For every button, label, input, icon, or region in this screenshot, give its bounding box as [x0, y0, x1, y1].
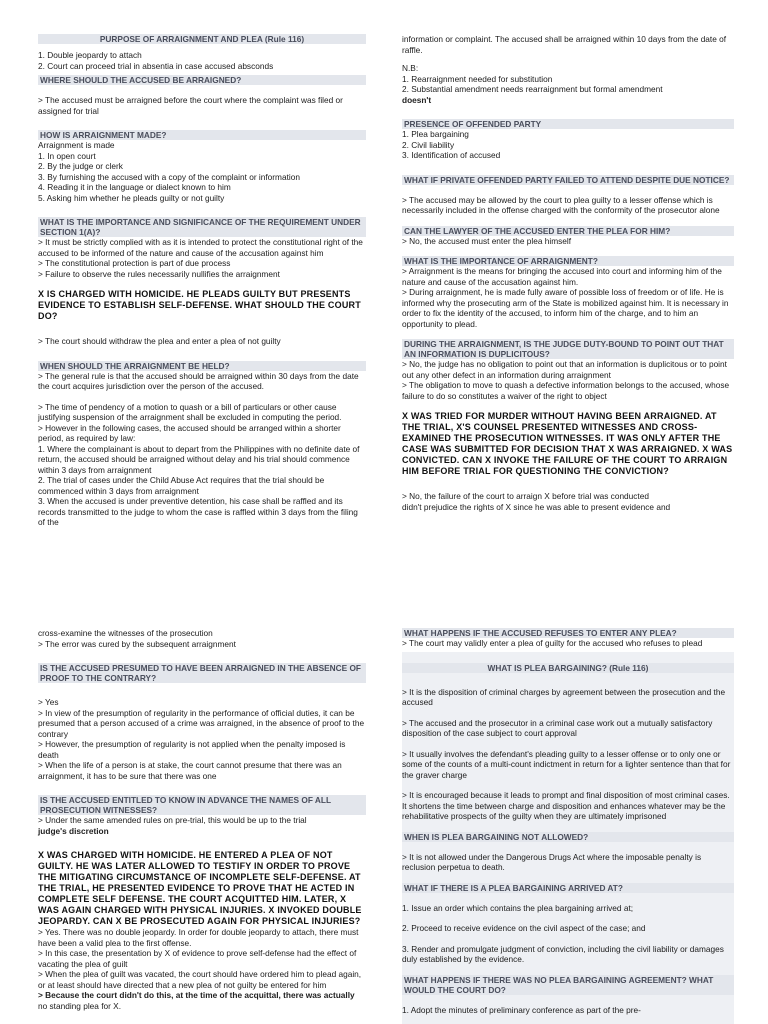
- paragraph: > The accused must be arraigned before the court where the complaint was filed or assigned for trial: [38, 95, 343, 116]
- section-heading: WHERE SHOULD THE ACCUSED BE ARRAIGNED?: [38, 75, 366, 85]
- spacer: [38, 116, 366, 130]
- paragraph: > Yes. There was no double jeopardy. In order for double jeopardy to attach, there must have been a valid plea to the first offense.: [38, 927, 359, 948]
- section-heading: PRESENCE OF OFFENDED PARTY: [402, 119, 734, 129]
- section-heading: PURPOSE OF ARRAIGNMENT AND PLEA (Rule 116): [38, 34, 366, 44]
- paragraph: > No, the judge has no obligation to point out that an information is duplicitous or to point out any other defect in an information during arraignment: [402, 359, 727, 380]
- paragraph: > It is encouraged because it leads to prompt and final disposition of most criminal cases. It shortens the time between charge and disposition and enhances whatever may be the rehabilitative prospects of the guilty when they are ultimately imprisoned: [402, 790, 730, 821]
- spacer: [402, 708, 734, 718]
- spacer: [402, 739, 734, 749]
- paragraph: 1. Double jeopardy to attach: [38, 50, 142, 60]
- spacer: [402, 893, 734, 903]
- page1-left-column: [38, 34, 366, 528]
- paragraph: > However, the presumption of regularity is not applied when the penalty imposed is death: [38, 739, 346, 760]
- page1-right-column: [402, 34, 734, 512]
- spacer: [402, 401, 734, 411]
- paragraph: 1. Rearraignment needed for substitution: [402, 73, 553, 84]
- paragraph: 5. Asking him whether he pleads guilty or not guilty: [38, 192, 225, 203]
- section-heading: HOW IS ARRAIGNMENT MADE?: [38, 130, 366, 140]
- paragraph: > Under the same amended rules on pre-trial, this would be up to the trial: [38, 815, 307, 825]
- spacer: [38, 392, 366, 402]
- spacer: [38, 683, 366, 697]
- paragraph: > Because the court didn't do this, at the time of the acquittal, there was actually: [38, 990, 355, 1000]
- paragraph: > The accused may be allowed by the court to plea guilty to a lesser offense which is necessarily included in the offense charged with the conformity of the prosecutor alone: [402, 194, 720, 215]
- spacer: [402, 965, 734, 975]
- paragraph: doesn't: [402, 94, 432, 105]
- paragraph: 3. When the accused is under preventive detention, his case shall be raffled and its records transmitted to the judge to whom the case is raffled within 3 days from the filing of the: [38, 496, 358, 527]
- paragraph: 2. Court can proceed trial in absentia in case accused absconds: [38, 60, 274, 71]
- spacer: [38, 347, 366, 361]
- spacer: [38, 322, 366, 336]
- section-heading: IS THE ACCUSED ENTITLED TO KNOW IN ADVANCE THE NAMES OF ALL PROSECUTION WITNESSES?: [38, 795, 366, 815]
- spacer: [402, 246, 734, 256]
- spacer: [38, 203, 366, 217]
- spacer: [402, 477, 734, 491]
- page2-right-column: [402, 628, 734, 1015]
- paragraph: > During arraignment, he is made fully aware of possible loss of freedom or of life. He is informed why the prosecuting arm of the State is mobilized against him. It is necessary in order to fix the identity of the accused, to inform him of the charge, and to him an opportunity to plead.: [402, 287, 729, 329]
- section-heading: WHAT IS PLEA BARGAINING? (Rule 116): [402, 663, 734, 673]
- paragraph: > Arraignment is the means for bringing the accused into court and informing him of the nature and cause of the accusation against him.: [402, 266, 722, 287]
- section-heading: X WAS TRIED FOR MURDER WITHOUT HAVING BEEN ARRAIGNED. AT THE TRIAL, X'S COUNSEL PRESENTED WITNESSES AND CROSS-EXAMINED THE PROSECUTION WITNESSES. IT WAS ONLY AFTER THE CASE WAS SUBMITTED FOR DECISION THAT X WAS ARRAIGNED. X WAS CONVICTED. CAN X INVOKE THE FAILURE OF THE COURT TO ARRAIGN HIM BEFORE TRIAL FOR QUESTIONING THE CONVICTION?: [402, 411, 733, 476]
- spacer: [402, 161, 734, 175]
- section-heading: X WAS CHARGED WITH HOMICIDE. HE ENTERED A PLEA OF NOT GUILTY. HE WAS LATER ALLOWED TO TESTIFY IN ORDER TO PROVE THE MITIGATING CIRCUMSTANCE OF INCOMPLETE SELF-DEFENSE. AT THE TRIAL, HE PRESENTED EVIDENCE TO PROVE THAT HE ACTED IN COMPLETE SELF DEFENSE. THE COURT ACQUITTED HIM. LATER, X WAS AGAIN CHARGED WITH PHYSICAL INJURIES. X INVOKED DOUBLE JEOPARDY. CAN X BE PROSECUTED AGAIN FOR PHYSICAL INJURIES?: [38, 850, 362, 926]
- paragraph: information or complaint. The accused shall be arraigned within 10 days from the date of raffle.: [402, 34, 727, 55]
- paragraph: > The error was cured by the subsequent arraignment: [38, 638, 236, 649]
- paragraph: 3. Render and promulgate judgment of conviction, including the civil liability or damages duly established by the evidence.: [402, 943, 724, 964]
- paragraph: 1. Adopt the minutes of preliminary conference as part of the pre-: [402, 1004, 641, 1015]
- paragraph: > It is not allowed under the Dangerous Drugs Act where the imposable penalty is reclusion perpetua to death.: [402, 851, 702, 872]
- section-heading: CAN THE LAWYER OF THE ACCUSED ENTER THE PLEA FOR HIM?: [402, 226, 734, 236]
- spacer: [402, 105, 734, 119]
- paragraph: 2. Substantial amendment needs rearraignment but formal amendment: [402, 84, 663, 94]
- section-heading: WHAT IS THE IMPORTANCE AND SIGNIFICANCE OF THE REQUIREMENT UNDER SECTION 1(A)?: [38, 217, 366, 237]
- spacer: [402, 185, 734, 195]
- paragraph: > No, the accused must enter the plea himself: [402, 235, 572, 246]
- page2-left-column: [38, 628, 366, 1011]
- paragraph: 3. By furnishing the accused with a copy of the complaint or information: [38, 171, 300, 182]
- paragraph: > Yes: [38, 697, 59, 707]
- section-heading: WHAT IS THE IMPORTANCE OF ARRAIGNMENT?: [402, 256, 734, 266]
- section-heading: WHAT HAPPENS IF THERE WAS NO PLEA BARGAINING AGREEMENT? WHAT WOULD THE COURT DO?: [402, 975, 734, 995]
- paragraph: > In view of the presumption of regularity in the performance of official duties, it can be presumed that a person accused of a crime was arraigned, in the absence of proof to the contrary: [38, 707, 365, 739]
- paragraph: > It usually involves the defendant's pleading guilty to a lesser offense or to only one or some of the counts of a multi-count indictment in return for a lighter sentence than that for the graver charge: [402, 748, 731, 780]
- spacer: [402, 822, 734, 832]
- section-heading: DURING THE ARRAIGNMENT, IS THE JUDGE DUTY-BOUND TO POINT OUT THAT AN INFORMATION IS DUPLICITOUS?: [402, 339, 734, 359]
- spacer: [402, 649, 734, 663]
- paragraph: > The time of pendency of a motion to quash or a bill of particulars or other cause justifying suspension of the arraignment shall be excluded in computing the period.: [38, 401, 342, 422]
- paragraph: > The constitutional protection is part of due process: [38, 258, 231, 268]
- paragraph: 2. Proceed to receive evidence on the civil aspect of the case; and: [402, 923, 646, 933]
- paragraph: > The court may validly enter a plea of guilty for the accused who refuses to plead: [402, 638, 703, 648]
- paragraph: 1. Issue an order which contains the plea bargaining arrived at;: [402, 902, 634, 913]
- paragraph: > It is the disposition of criminal charges by agreement between the prosecution and the accused: [402, 686, 726, 707]
- spacer: [38, 781, 366, 795]
- paragraph: cross-examine the witnesses of the prosecution: [38, 628, 213, 638]
- paragraph: > When the plea of guilt was vacated, the court should have ordered him to plead again, or at least should have directed that a new plea of not guilty be entered for him: [38, 969, 362, 990]
- paragraph: > In this case, the presentation by X of evidence to prove self-defense had the effect of vacating the plea of guilt: [38, 948, 357, 969]
- spacer: [38, 85, 366, 95]
- spacer: [402, 329, 734, 339]
- paragraph: 4. Reading it in the language or dialect known to him: [38, 182, 231, 192]
- paragraph: > However in the following cases, the accused should be arranged within a shorter period, as required by law:: [38, 422, 341, 443]
- section-heading: X IS CHARGED WITH HOMICIDE. HE PLEADS GUILTY BUT PRESENTS EVIDENCE TO ESTABLISH SELF-DEFENSE. WHAT SHOULD THE COURT DO?: [38, 289, 361, 321]
- paragraph: 2. Civil liability: [402, 139, 455, 150]
- spacer: [402, 780, 734, 790]
- paragraph: > When the life of a person is at stake, the court cannot presume that there was an arraignment, it has to be sure that there was one: [38, 760, 342, 781]
- spacer: [402, 995, 734, 1005]
- spacer: [402, 934, 734, 944]
- paragraph: > The general rule is that the accused should be arraigned within 30 days from the date the court acquires jurisdiction over the person of the accused.: [38, 370, 359, 391]
- spacer: [402, 913, 734, 923]
- paragraph: > The obligation to move to quash a defective information belongs to the accused, whose failure to do so constitutes a waiver of the right to object: [402, 380, 730, 401]
- spacer: [402, 216, 734, 226]
- section-heading: WHAT IF THERE IS A PLEA BARGAINING ARRIVED AT?: [402, 883, 734, 893]
- section-heading: WHAT HAPPENS IF THE ACCUSED REFUSES TO ENTER ANY PLEA?: [402, 628, 734, 638]
- spacer: [402, 673, 734, 687]
- section-heading: IS THE ACCUSED PRESUMED TO HAVE BEEN ARRAIGNED IN THE ABSENCE OF PROOF TO THE CONTRARY?: [38, 663, 366, 683]
- paragraph: no standing plea for X.: [38, 1000, 122, 1011]
- spacer: [38, 279, 366, 289]
- paragraph: > The accused and the prosecutor in a criminal case work out a mutually satisfactory disposition of the case subject to court approval: [402, 717, 713, 738]
- section-heading: WHEN IS PLEA BARGAINING NOT ALLOWED?: [402, 832, 734, 842]
- spacer: [38, 836, 366, 850]
- paragraph: > It must be strictly complied with as it is intended to protect the constitutional right of the accused to be informed of the nature and cause of the accusation against him: [38, 237, 363, 258]
- paragraph: 1. Where the complainant is about to depart from the Philippines with no definite date of return, the accused should be arraigned without delay and his trial should commence within 3 days from arraignment: [38, 443, 360, 475]
- spacer: [402, 842, 734, 852]
- paragraph: 1. Plea bargaining: [402, 129, 469, 139]
- paragraph: 1. In open court: [38, 150, 96, 161]
- paragraph: didn't prejudice the rights of X since he was able to present evidence and: [402, 501, 671, 512]
- spacer: [402, 55, 734, 63]
- paragraph: judge's discretion: [38, 825, 109, 836]
- paragraph: 3. Identification of accused: [402, 150, 501, 160]
- paragraph: > No, the failure of the court to arraign X before trial was conducted: [402, 491, 649, 501]
- paragraph: > The court should withdraw the plea and enter a plea of not guilty: [38, 336, 281, 346]
- spacer: [402, 873, 734, 883]
- spacer: [38, 649, 366, 663]
- paragraph: Arraignment is made: [38, 140, 115, 150]
- section-heading: WHAT IF PRIVATE OFFENDED PARTY FAILED TO ATTEND DESPITE DUE NOTICE?: [402, 175, 734, 185]
- paragraph: N.B:: [402, 63, 419, 73]
- paragraph: 2. By the judge or clerk: [38, 161, 123, 171]
- section-heading: WHEN SHOULD THE ARRAIGNMENT BE HELD?: [38, 361, 366, 371]
- paragraph: 2. The trial of cases under the Child Abuse Act requires that the trial should be commenced within 3 days from arraignment: [38, 475, 325, 496]
- paragraph: > Failure to observe the rules necessarily nullifies the arraignment: [38, 268, 280, 279]
